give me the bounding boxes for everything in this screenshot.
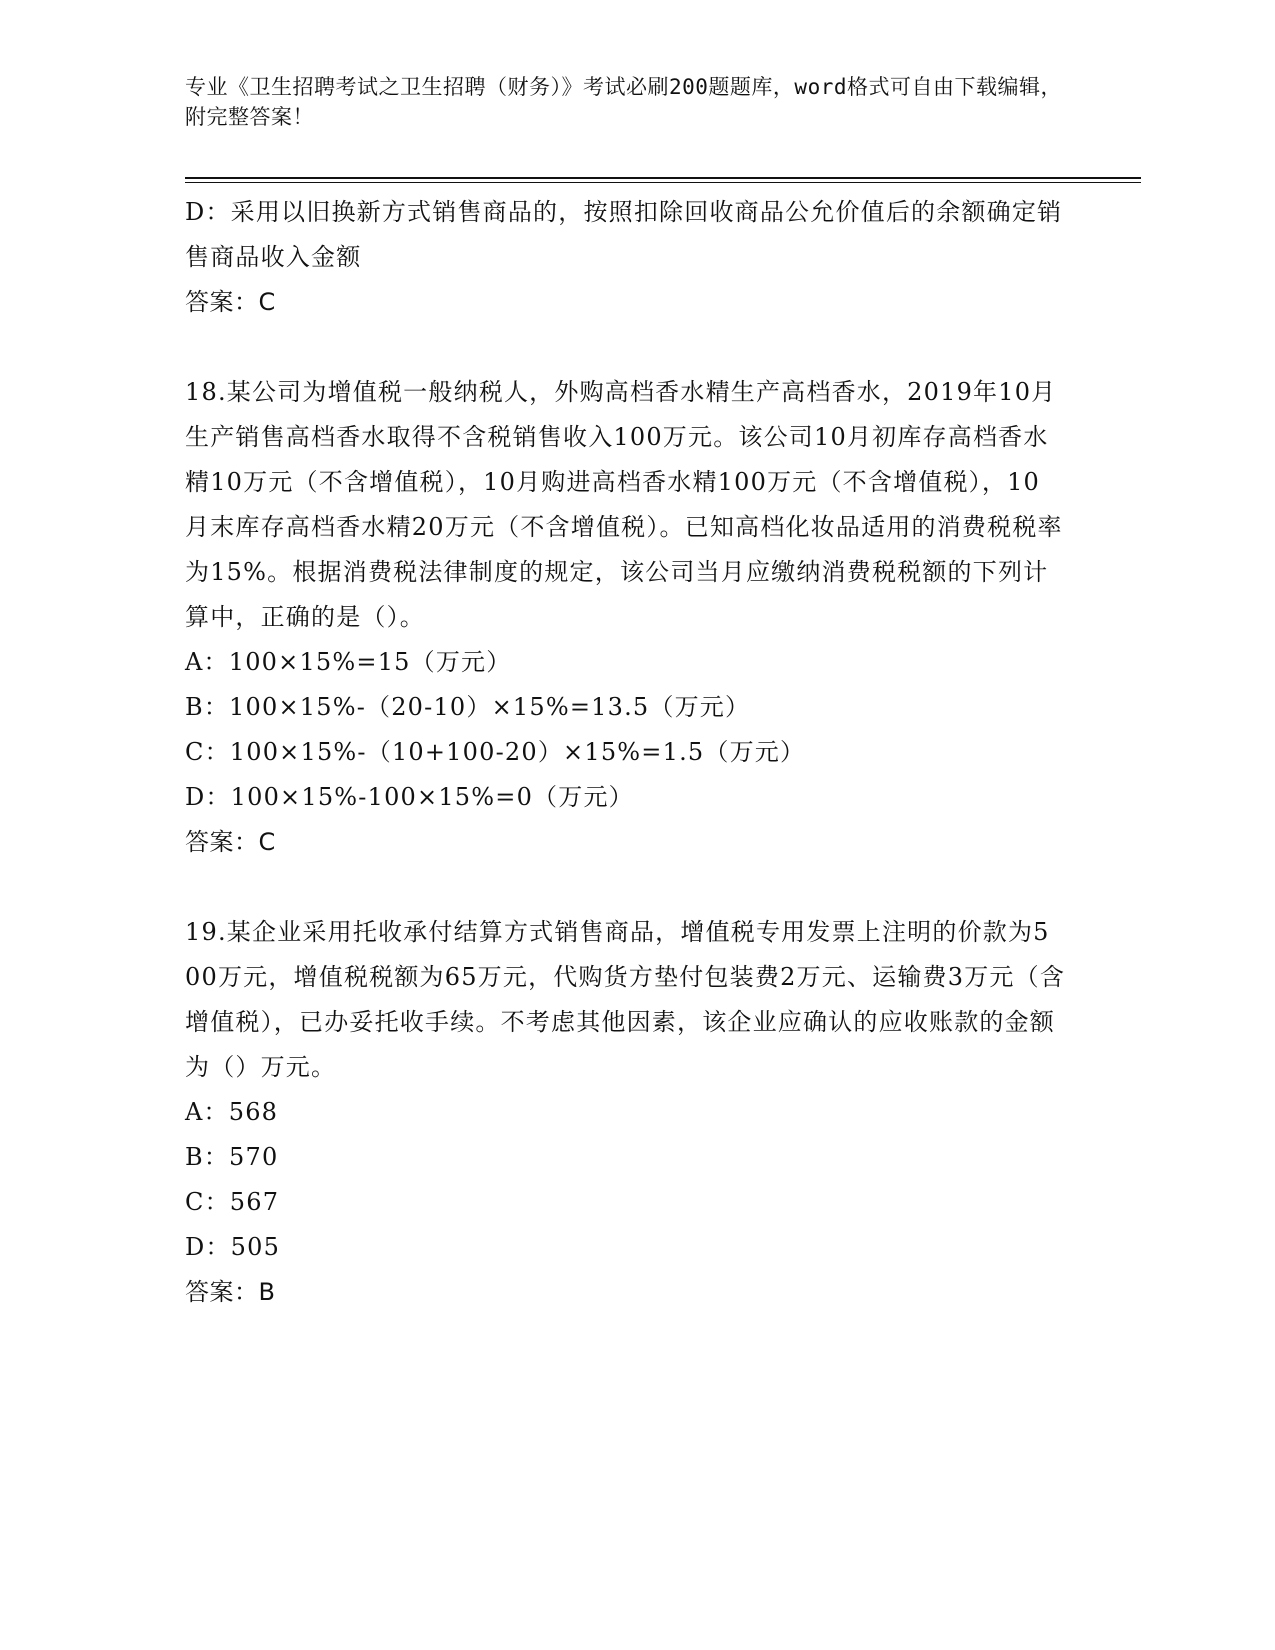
question-19 xyxy=(185,910,1065,1315)
option-c: C：100×15%-（10+100-20）×15%=1.5（万元） xyxy=(185,738,806,766)
spacer xyxy=(185,325,1065,370)
question-stem: 19.某企业采用托收承付结算方式销售商品，增值税专用发票上注明的价款为500万元，增值税税额为65万元，代购货方垫付包装费2万元、运输费3万元（含增值税），已办妥托收手续。不考虑其他因素，该企业应确认的应收账款的金额为（）万元。 xyxy=(185,918,1066,1081)
prev-question-answer: 答案：C xyxy=(185,288,276,316)
option-c: C：567 xyxy=(185,1188,280,1216)
document-body xyxy=(185,190,1065,1315)
spacer xyxy=(185,865,1065,910)
option-b: B：570 xyxy=(185,1143,279,1171)
question-answer: 答案：C xyxy=(185,828,276,856)
page-header: 专业《卫生招聘考试之卫生招聘（财务）》考试必刷200题题库，word格式可自由下载编辑，附完整答案！ xyxy=(185,75,1062,129)
option-a: A：100×15%=15（万元） xyxy=(185,648,512,676)
question-stem: 18.某公司为增值税一般纳税人，外购高档香水精生产高档香水，2019年10月生产销售高档香水取得不含税销售收入100万元。该公司10月初库存高档香水精10万元（不含增值税），10月购进高档香水精100万元（不含增值税），10月末库存高档香水精20万元（不含增值税）。已知高档化妆品适用的消费税税率为15%。根据消费税法律制度的规定，该公司当月应缴纳消费税税额的下列计算中，正确的是（）。 xyxy=(185,378,1063,631)
option-d: D：505 xyxy=(185,1233,281,1261)
question-18 xyxy=(185,370,1065,865)
question-answer: 答案：B xyxy=(185,1278,276,1306)
option-a: A：568 xyxy=(185,1098,279,1126)
option-b: B：100×15%-（20-10）×15%=13.5（万元） xyxy=(185,693,751,721)
option-d: D：100×15%-100×15%=0（万元） xyxy=(185,783,634,811)
prev-question-option-d: D：采用以旧换新方式销售商品的，按照扣除回收商品公允价值后的余额确定销售商品收入金额 xyxy=(185,198,1063,271)
header-rule-thin xyxy=(185,182,1141,183)
header-rule-thick xyxy=(185,177,1141,179)
